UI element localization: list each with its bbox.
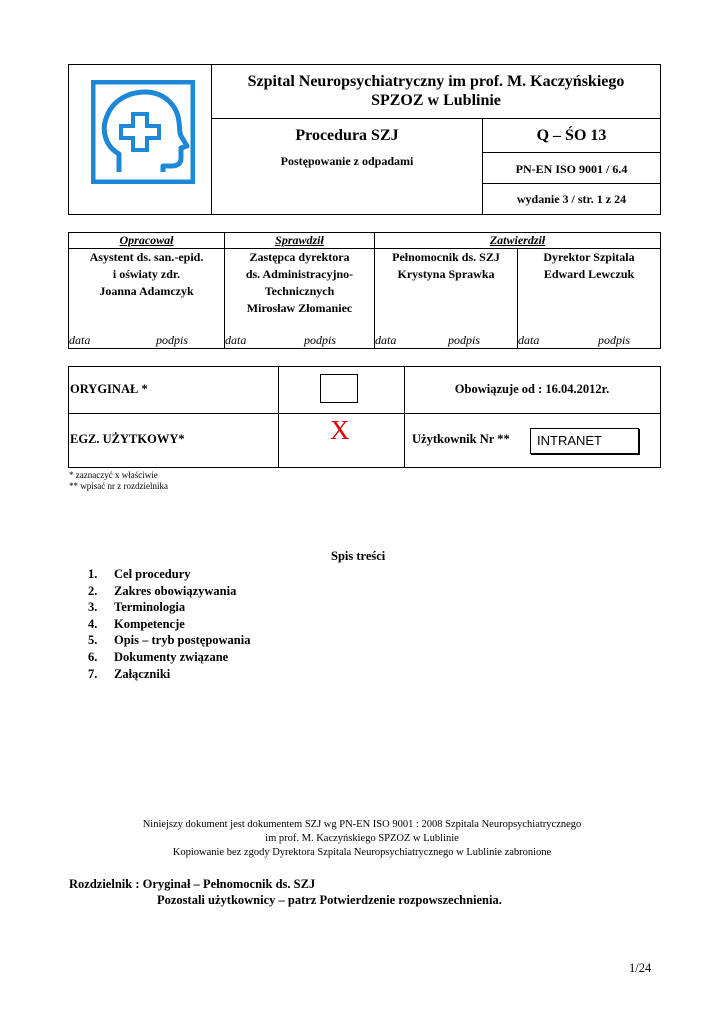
user-nr-label: Użytkownik Nr ** <box>412 432 510 446</box>
header-prepared: Opracował <box>119 233 174 247</box>
hospital-unit: SPZOZ w Lublinie <box>371 92 501 109</box>
approved-cell-2 <box>518 249 660 283</box>
iso-standard: PN-EN ISO 9001 / 6.4 <box>515 162 628 176</box>
medical-head-cross-logo-icon <box>91 80 195 184</box>
toc-title: Spis treści <box>331 549 386 563</box>
sign-label: podpis <box>448 333 481 347</box>
copy-mark: X <box>330 415 350 445</box>
note-distribution: ** wpisać nr z rozdzielnika <box>69 481 168 491</box>
list-item[interactable]: 2. Zakres obowiązywania <box>88 583 237 598</box>
approved1-person: Krystyna Sprawka <box>397 267 495 281</box>
label-original: ORYGINAŁ * <box>70 382 148 396</box>
approved2-role: Dyrektor Szpitala <box>543 250 635 264</box>
list-item[interactable]: 5. Opis – tryb postępowania <box>88 633 251 648</box>
footer-line: im prof. M. Kaczyńskiego SPZOZ w Lublinie <box>265 833 459 844</box>
prepared-role-cont: i oświaty zdr. <box>112 267 181 281</box>
hospital-logo <box>91 80 195 184</box>
user-nr-field[interactable] <box>530 428 639 454</box>
page-number: 1/24 <box>629 961 652 975</box>
list-item[interactable]: 3. Terminologia <box>88 600 186 615</box>
procedure-code: Q – ŚO 13 <box>536 127 607 144</box>
list-item[interactable]: 6. Dokumenty związane <box>88 649 229 664</box>
header-checked: Sprawdził <box>275 233 324 247</box>
sign-label: podpis <box>304 333 337 347</box>
document-footer <box>60 818 664 860</box>
valid-from: Obowiązuje od : 16.04.2012r. <box>454 382 610 396</box>
hospital-name: Szpital Neuropsychiatryczny im prof. M. Kaczyńskiego <box>247 73 625 90</box>
distribution-line-1: Rozdzielnik : Oryginał – Pełnomocnik ds. SZJ <box>69 877 316 891</box>
edition-page: wydanie 3 / str. 1 z 24 <box>516 192 627 206</box>
checked-role: Zastępca dyrektora <box>249 250 350 264</box>
list-item[interactable]: 4. Kompetencje <box>88 616 185 631</box>
date-label: data <box>69 333 91 347</box>
procedure-title: Procedura SZJ <box>295 127 399 144</box>
date-label: data <box>375 333 397 347</box>
checked-person: Mirosław Złomaniec <box>246 301 353 315</box>
procedure-subtitle: Postępowanie z odpadami <box>280 154 414 168</box>
user-nr-value: INTRANET <box>537 433 602 448</box>
toc-list <box>88 566 250 682</box>
note-mark: * zaznaczyć x właściwie <box>69 470 158 480</box>
checked-role-cont: ds. Administracyjno- <box>245 267 354 281</box>
approved-cell-1 <box>375 249 517 283</box>
footer-line: Kopiowanie bez zgody Dyrektora Szpitala Neuropsychiatrycznego w Lublinie zabronione <box>172 847 552 858</box>
date-label: data <box>518 333 540 347</box>
checked-role-cont2: Technicznych <box>264 284 335 298</box>
original-checkbox[interactable] <box>320 374 358 403</box>
distribution-line-2: Pozostali użytkownicy – patrz Potwierdzenie rozpowszechnienia. <box>157 893 502 907</box>
prepared-person: Joanna Adamczyk <box>99 284 194 298</box>
approved2-person: Edward Lewczuk <box>543 267 635 281</box>
list-item[interactable]: 1. Cel procedury <box>88 567 191 581</box>
approved1-role: Pełnomocnik ds. SZJ <box>392 250 500 264</box>
sign-label: podpis <box>598 333 631 347</box>
footer-line: Niniejszy dokument jest dokumentem SZJ wg PN-EN ISO 9001 : 2008 Szpitala Neuropsychiatrycznego <box>142 819 582 830</box>
checked-cell <box>225 249 374 317</box>
header-approved: Zatwierdził <box>489 233 546 247</box>
list-item[interactable]: 7. Załączniki <box>88 666 171 681</box>
sign-label: podpis <box>156 333 189 347</box>
prepared-cell <box>69 249 224 300</box>
prepared-role: Asystent ds. san.-epid. <box>89 250 204 264</box>
date-label: data <box>225 333 247 347</box>
label-working-copy: EGZ. UŻYTKOWY* <box>70 432 185 446</box>
